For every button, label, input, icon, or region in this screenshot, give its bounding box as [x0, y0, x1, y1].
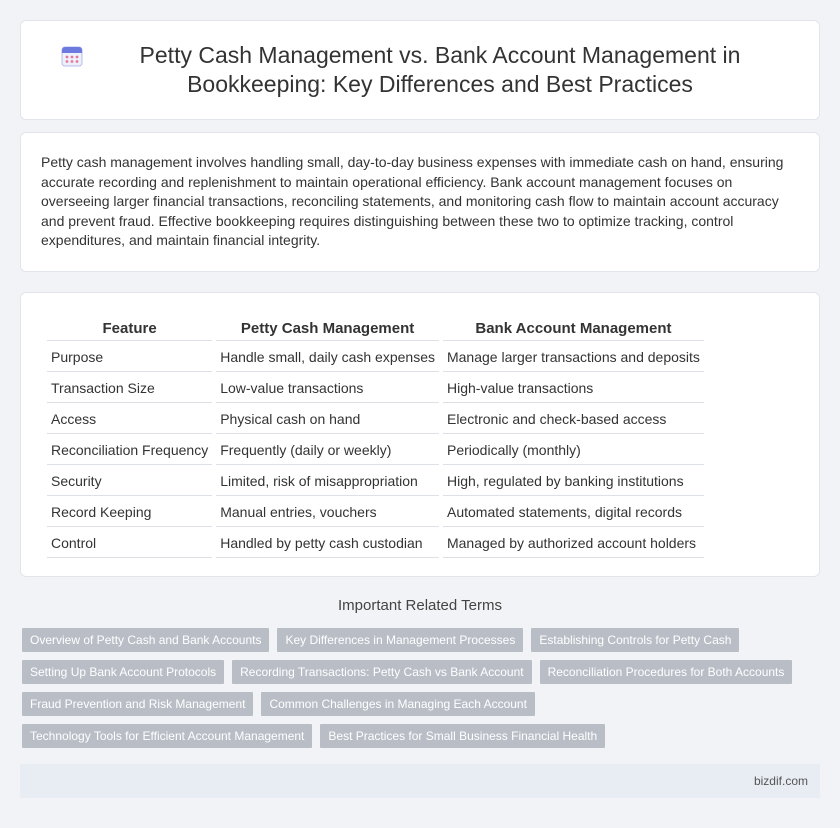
table-cell: Periodically (monthly) [443, 436, 704, 465]
related-terms-tags [22, 628, 822, 756]
table-cell: Manage larger transactions and deposits [443, 343, 704, 372]
footer [20, 764, 820, 798]
intro-card [20, 132, 820, 272]
table-cell: Security [47, 467, 212, 496]
table-cell: Purpose [47, 343, 212, 372]
related-term-tag[interactable]: Overview of Petty Cash and Bank Accounts [22, 628, 269, 652]
table-row [47, 374, 704, 403]
table-cell: Manual entries, vouchers [216, 498, 439, 527]
header-feature: Feature [47, 317, 212, 341]
related-term-tag[interactable]: Technology Tools for Efficient Account Management [22, 724, 312, 748]
table-header-row [47, 317, 704, 341]
header-bank-account: Bank Account Management [443, 317, 704, 341]
related-term-tag[interactable]: Common Challenges in Managing Each Account [261, 692, 534, 716]
table-cell: Low-value transactions [216, 374, 439, 403]
related-term-tag[interactable]: Reconciliation Procedures for Both Accounts [540, 660, 793, 684]
table-cell: Handle small, daily cash expenses [216, 343, 439, 372]
related-terms-heading: Important Related Terms [338, 597, 502, 614]
table-row [47, 343, 704, 372]
table-cell: Reconciliation Frequency [47, 436, 212, 465]
title-card [20, 20, 820, 120]
table-cell: Automated statements, digital records [443, 498, 704, 527]
table-cell: Managed by authorized account holders [443, 529, 704, 558]
table-row [47, 405, 704, 434]
table-cell: Frequently (daily or weekly) [216, 436, 439, 465]
tag-row [22, 660, 822, 684]
tag-row [22, 724, 822, 748]
related-term-tag[interactable]: Establishing Controls for Petty Cash [531, 628, 739, 652]
table-cell: Control [47, 529, 212, 558]
table-row [47, 498, 704, 527]
related-term-tag[interactable]: Best Practices for Small Business Financial Health [320, 724, 605, 748]
title-wrap [21, 41, 819, 99]
table-cell: Electronic and check-based access [443, 405, 704, 434]
header-petty-cash: Petty Cash Management [216, 317, 439, 341]
related-term-tag[interactable]: Fraud Prevention and Risk Management [22, 692, 253, 716]
table-cell: Record Keeping [47, 498, 212, 527]
table-row [47, 467, 704, 496]
page-title: Petty Cash Management vs. Bank Account Management in Bookkeeping: Key Differences and Best Practices [139, 42, 741, 97]
footer-site-link[interactable]: bizdif.com [753, 774, 808, 788]
table-cell: Transaction Size [47, 374, 212, 403]
table-cell: High-value transactions [443, 374, 704, 403]
table-cell: Access [47, 405, 212, 434]
related-term-tag[interactable]: Setting Up Bank Account Protocols [22, 660, 224, 684]
table-row [47, 529, 704, 558]
comparison-table [43, 315, 708, 560]
related-term-tag[interactable]: Key Differences in Management Processes [277, 628, 523, 652]
calendar-icon [61, 45, 83, 67]
related-term-tag[interactable]: Recording Transactions: Petty Cash vs Bank Account [232, 660, 531, 684]
table-cell: Limited, risk of misappropriation [216, 467, 439, 496]
comparison-table-card [20, 292, 820, 577]
tag-row [22, 692, 822, 716]
table-cell: Handled by petty cash custodian [216, 529, 439, 558]
table-cell: Physical cash on hand [216, 405, 439, 434]
table-row [47, 436, 704, 465]
intro-paragraph: Petty cash management involves handling small, day-to-day business expenses with immediate cash on hand, ensuring accurate recording and replenishment to maintain operational efficiency. Bank account management focuses on overseeing larger financial transactions, reconciling statements, and monitoring cash flow to maintain account accuracy and prevent fraud. Effective bookkeeping requires distinguishing between these two to optimize tracking, control expenditures, and maintain financial integrity. [41, 154, 784, 249]
table-cell: High, regulated by banking institutions [443, 467, 704, 496]
tag-row [22, 628, 822, 652]
